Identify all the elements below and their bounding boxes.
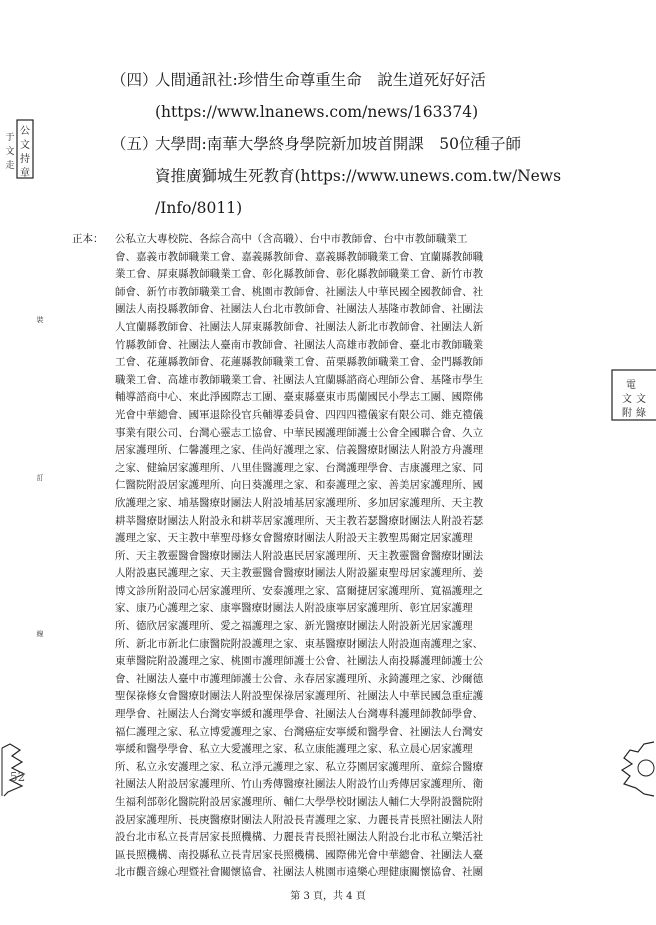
recipient-line: 事業有限公司、台灣心靈志工協會、中華民國護理師護士公會全國聯合會、久立 (115, 426, 484, 439)
recipient-line: 耕莘醫療財團法人附設永和耕莘居家護理所、天主教若瑟醫療財團法人附設若瑟 (115, 514, 484, 527)
recipient-line: 之家、健綸居家護理所、八里佳醫護理之家、台灣護理學會、吉康護理之家、同 (115, 461, 484, 474)
binding-mark-2: 訂 (36, 474, 44, 481)
recipient-line: 生福利部彰化醫院附設居家護理所、輔仁大學學校財團法人輔仁大學附設醫院附 (115, 796, 484, 808)
seal-border-icon (4, 118, 34, 180)
recipient-line: 輔導諮商中心、來此淨國際志工團、臺東縣臺東市馬蘭國民小學志工團、國際佛 (115, 391, 484, 404)
svg-text:章: 章 (20, 168, 30, 179)
recipient-line: 所、天主教靈醫會醫療財團法人附設惠民居家護理所、天主教靈醫會醫療財團法 (115, 549, 484, 562)
item-4-line-2: (https://www.lnanews.com/news/163374) (155, 103, 479, 121)
svg-text:文: 文 (5, 147, 15, 157)
item-4-line-1: 人間通訊社:珍惜生命尊重生命 說生道死好好活 (155, 71, 486, 89)
stamp-page-number: 52 (10, 770, 26, 784)
item-5-line-3: /Info/8011) (155, 199, 243, 217)
svg-text:公: 公 (20, 126, 30, 137)
recipient-line: 仁醫院附設居家護理所、向日葵護理之家、和泰護理之家、善美居家護理所、國 (115, 479, 484, 492)
svg-text:走: 走 (5, 161, 15, 171)
recipient-line: 設居家護理所、長庚醫療財團法人附設長青護理之家、力麗長青長照社團法人附 (115, 813, 484, 826)
recipient-line: 人附設惠民護理之家、天主教靈醫會醫療財團法人附設羅東聖母居家護理所、姜 (115, 567, 484, 580)
page-stamp-left (0, 742, 38, 798)
svg-text:綠: 綠 (636, 408, 646, 419)
item-4-number: （四） (111, 71, 158, 89)
seal-fragment-icon (604, 360, 656, 430)
item-5-line-1: 大學問:南華大學終身學院新加坡首開課 50位種子師 (155, 135, 521, 153)
recipients-list (115, 231, 595, 882)
recipient-line: 所、新北市新北仁康醫院附設護理之家、東基醫療財團法人附設迦南護理之家、 (115, 637, 484, 650)
svg-text:文: 文 (636, 394, 646, 405)
recipient-line: 所、私立永安護理之家、私立淨元護理之家、私立芬園居家護理所、童綜合醫療 (115, 760, 484, 773)
recipient-line: 所、德欣居家護理所、愛之福護理之家、新光醫療財團法人附設新光居家護理 (115, 620, 473, 633)
recipient-line: 會、社團法人臺中市護理師護士公會、永春居家護理所、永錡護理之家、沙爾德 (115, 672, 484, 685)
recipient-line: 福仁護理之家、私立博愛護理之家、台灣癌症安寧緩和醫學會、社團法人台灣安 (115, 725, 484, 738)
recipient-line: 工會、花蓮縣教師會、花蓮縣教師職業工會、苗栗縣教師職業工會、金門縣教師 (115, 356, 484, 369)
recipient-line: 欣護理之家、埔基醫療財團法人附設埔基居家護理所、多加居家護理所、天主教 (115, 496, 484, 509)
recipient-line: 居家護理所、仁馨護理之家、佳尚好護理之家、信義醫療財團法人附設方舟護理 (115, 444, 484, 457)
svg-text:文: 文 (20, 140, 30, 151)
recipient-line: 竹縣教師會、社團法人臺南市教師會、社團法人高雄市教師會、臺北市教師職業 (115, 338, 484, 351)
stamp-fragment-right-icon (610, 738, 656, 798)
recipient-line: 護理之家、天主教中華聖母修女會醫療財團法人附設天主教聖馬爾定居家護理 (115, 532, 473, 545)
recipient-line: 社團法人附設居家護理所、竹山秀傳醫療社團法人附設竹山秀傳居家護理所、衛 (115, 778, 484, 791)
svg-text:持: 持 (20, 154, 30, 165)
page-stamp-right (610, 738, 656, 798)
svg-text:文: 文 (622, 394, 632, 405)
official-seal-right (604, 360, 656, 430)
recipient-line: 設台北市私立長青居家長照機構、力麗長青長照社團法人附設台北市私立樂活社 (115, 831, 484, 844)
svg-text:于: 于 (5, 133, 15, 143)
recipient-line: 業工會、屏東縣教師職業工會、彰化縣教師會、彰化縣教師職業工會、新竹市教 (115, 268, 484, 281)
recipient-line: 區長照機構、南投縣私立長青居家長照機構、國際佛光會中華總會、社團法人臺 (115, 848, 484, 861)
item-5-line-2: 資推廣獅城生死教育(https://www.unews.com.tw/News (155, 167, 562, 185)
recipient-line: 博文診所附設同心居家護理所、安泰護理之家、富爾捷居家護理所、寬福護理之 (115, 584, 484, 597)
recipient-line: 職業工會、高雄市教師職業工會、社團法人宜蘭縣諮商心理師公會、基隆市學生 (115, 373, 484, 386)
official-seal-left (4, 118, 34, 180)
recipient-line: 團法人南投縣教師會、社團法人台北市教師會、社團法人基隆市教師會、社團法 (115, 303, 484, 316)
binding-mark-1: 裝 (36, 316, 44, 323)
binding-mark-3: 線 (36, 630, 44, 637)
item-5-number: （五） (111, 135, 158, 153)
recipient-line: 家、康乃心護理之家、康寧醫療財團法人附設康寧居家護理所、彰宜居家護理 (115, 602, 473, 615)
recipient-line: 寧緩和醫學學會、私立大愛護理之家、私立康能護理之家、私立晨心居家護理 (115, 743, 473, 756)
recipient-line: 理學會、社團法人台灣安寧緩和護理學會、社團法人台灣專科護理師教師學會、 (115, 708, 484, 721)
recipient-line: 光會中華總會、國軍退除役官兵輔導委員會、四四四禮儀家有限公司、維克禮儀 (115, 408, 484, 421)
item-5 (111, 128, 561, 224)
svg-text:附: 附 (622, 408, 632, 419)
recipient-line: 聖保祿修女會醫療財團法人附設聖保祿居家護理所、社團法人中華民國急重症護 (115, 690, 484, 703)
recipient-line: 師會、新竹市教師職業工會、桃園市教師會、社團法人中華民國全國教師會、社 (115, 285, 484, 298)
recipient-line: 北市觀音線心理暨社會關懷協會、社團法人桃園市遠樂心理健康關懷協會、社團 (115, 866, 484, 879)
svg-text:電: 電 (626, 380, 636, 391)
recipients-label: 正本： (72, 233, 104, 245)
recipient-line: 東華醫院附設護理之家、桃園市護理師護士公會、社團法人南投縣護理師護士公 (115, 655, 484, 668)
page-footer: 第 3 頁，共 4 頁 (290, 891, 366, 902)
recipient-line: 人宜蘭縣教師會、社團法人屏東縣教師會、社團法人新北市教師會、社團法人新 (115, 320, 484, 333)
item-4 (111, 64, 486, 128)
recipient-line: 公私立大專校院、各綜合高中（含高職）、台中市教師會、台中市教師職業工 (115, 233, 468, 245)
recipient-line: 會、嘉義市教師職業工會、嘉義縣教師會、嘉義縣教師職業工會、宜蘭縣教師職 (115, 250, 484, 263)
